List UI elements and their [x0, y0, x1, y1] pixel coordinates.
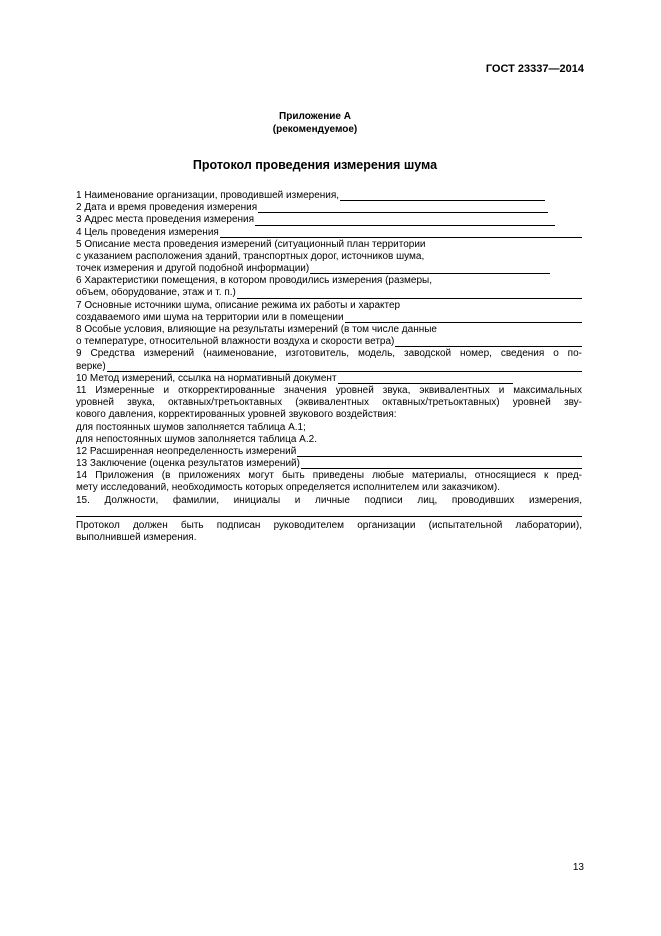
appendix-heading: [250, 110, 380, 136]
blank-purpose[interactable]: [220, 228, 582, 238]
form-line-5a: [76, 239, 582, 251]
blank-room[interactable]: [237, 289, 582, 299]
form-line-sign-a: [76, 520, 582, 532]
signing-note-1: Протокол должен быть подписан руководителем организации (испытательной лаборатории),: [76, 519, 582, 531]
blank-address[interactable]: [255, 216, 555, 226]
field-label-place-3: точек измерения и другой подобной информации): [76, 263, 310, 275]
form-line-11b: [76, 397, 582, 409]
blank-conclusion[interactable]: [301, 459, 582, 469]
field-label-instruments-2: верке): [76, 360, 106, 372]
field-label-values-2: уровней звука, октавных/третьоктавных (эквивалентных октавных/третьоктавных) уровней зву-: [76, 397, 582, 409]
blank-signatures[interactable]: [76, 507, 582, 517]
document-code: ГОСТ 23337—2014: [485, 63, 584, 75]
field-label-address: 3 Адрес места проведения измерения: [76, 214, 255, 226]
field-label-method: 10 Метод измерений, ссылка на нормативный документ: [76, 372, 337, 384]
blank-conditions[interactable]: [395, 337, 582, 347]
form-line-14b: [76, 483, 582, 495]
appendix-subtitle: (рекомендуемое): [272, 124, 358, 135]
form-line-2: [76, 202, 582, 214]
form-line-9b: [76, 361, 582, 373]
form-line-10: [76, 373, 582, 385]
form-line-11c: [76, 409, 582, 421]
form-line-11a: [76, 385, 582, 397]
field-label-attachments-1: 14 Приложения (в приложениях могут быть приведены любые материалы, относящиеся к пред-: [76, 470, 582, 482]
blank-sources[interactable]: [345, 313, 582, 323]
protocol-title: Протокол проведения измерения шума: [192, 158, 438, 172]
signing-note-2: выполнившей измерения.: [76, 532, 197, 544]
form-line-7b: [76, 312, 582, 324]
form-line-8a: [76, 324, 582, 336]
field-label-conditions-1: 8 Особые условия, влияющие на результаты измерений (в том числе данные: [76, 324, 437, 336]
field-label-values-4: для постоянных шумов заполняется таблица А.1;: [76, 421, 306, 433]
form-line-4: [76, 227, 582, 239]
blank-instruments[interactable]: [107, 362, 582, 372]
form-line-6b: [76, 288, 582, 300]
form-line-3: [76, 214, 582, 226]
blank-date[interactable]: [258, 203, 548, 213]
field-label-conditions-2: о температуре, относительной влажности воздуха и скорости ветра): [76, 336, 395, 348]
form-line-13: [76, 458, 582, 470]
form-line-11e: [76, 434, 582, 446]
protocol-form: [76, 190, 582, 544]
form-line-15: [76, 495, 582, 507]
field-label-values-1: 11 Измеренные и откорректированные значения уровней звука, эквивалентных и максимальных: [76, 385, 582, 396]
form-line-7a: [76, 300, 582, 312]
field-label-sources-1: 7 Основные источники шума, описание режима их работы и характер: [76, 299, 401, 311]
field-label-uncertainty: 12 Расширенная неопределенность измерений: [76, 445, 297, 457]
form-line-14a: [76, 470, 582, 482]
field-label-place-2: с указанием расположения зданий, транспортных дорог, источников шума,: [76, 250, 425, 262]
field-label-purpose: 4 Цель проведения измерения: [76, 226, 219, 238]
blank-place[interactable]: [310, 264, 550, 274]
blank-organization[interactable]: [340, 191, 545, 201]
form-line-8b: [76, 336, 582, 348]
field-label-signatures: 15. Должности, фамилии, инициалы и личные подписи лиц, проводивших измерения,: [76, 494, 582, 506]
form-line-11d: [76, 422, 582, 434]
form-line-1: [76, 190, 582, 202]
field-label-attachments-2: мету исследований, необходимость которых определяется исполнителем или заказчиком).: [76, 482, 501, 494]
blank-uncertainty[interactable]: [297, 447, 582, 457]
appendix-title: Приложение А: [279, 111, 351, 122]
form-line-5b: [76, 251, 582, 263]
page-number: 13: [572, 862, 584, 873]
field-label-values-5: для непостоянных шумов заполняется таблица А.2.: [76, 433, 317, 445]
form-line-5c: [76, 263, 582, 275]
form-line-9a: [76, 348, 582, 360]
field-label-instruments-1: 9 Средства измерений (наименование, изготовитель, модель, заводской номер, сведения о по-: [76, 348, 582, 360]
field-label-sources-2: создаваемого ими шума на территории или в помещении: [76, 311, 344, 323]
blank-method[interactable]: [338, 374, 513, 384]
field-label-room-2: объем, оборудование, этаж и т. п.): [76, 287, 236, 299]
form-line-sign-b: [76, 532, 582, 544]
field-label-place-1: 5 Описание места проведения измерений (ситуационный план территории: [76, 238, 426, 250]
field-label-organization: 1 Наименование организации, проводившей измерения,: [76, 190, 340, 201]
field-label-conclusion: 13 Заключение (оценка результатов измерений): [76, 458, 300, 470]
field-label-date: 2 Дата и время проведения измерения: [76, 202, 258, 214]
field-label-values-3: кового давления, корректированных уровней звукового воздействия:: [76, 409, 397, 421]
field-label-room-1: 6 Характеристики помещения, в котором проводились измерения (размеры,: [76, 275, 432, 287]
form-line-12: [76, 446, 582, 458]
form-line-6a: [76, 275, 582, 287]
